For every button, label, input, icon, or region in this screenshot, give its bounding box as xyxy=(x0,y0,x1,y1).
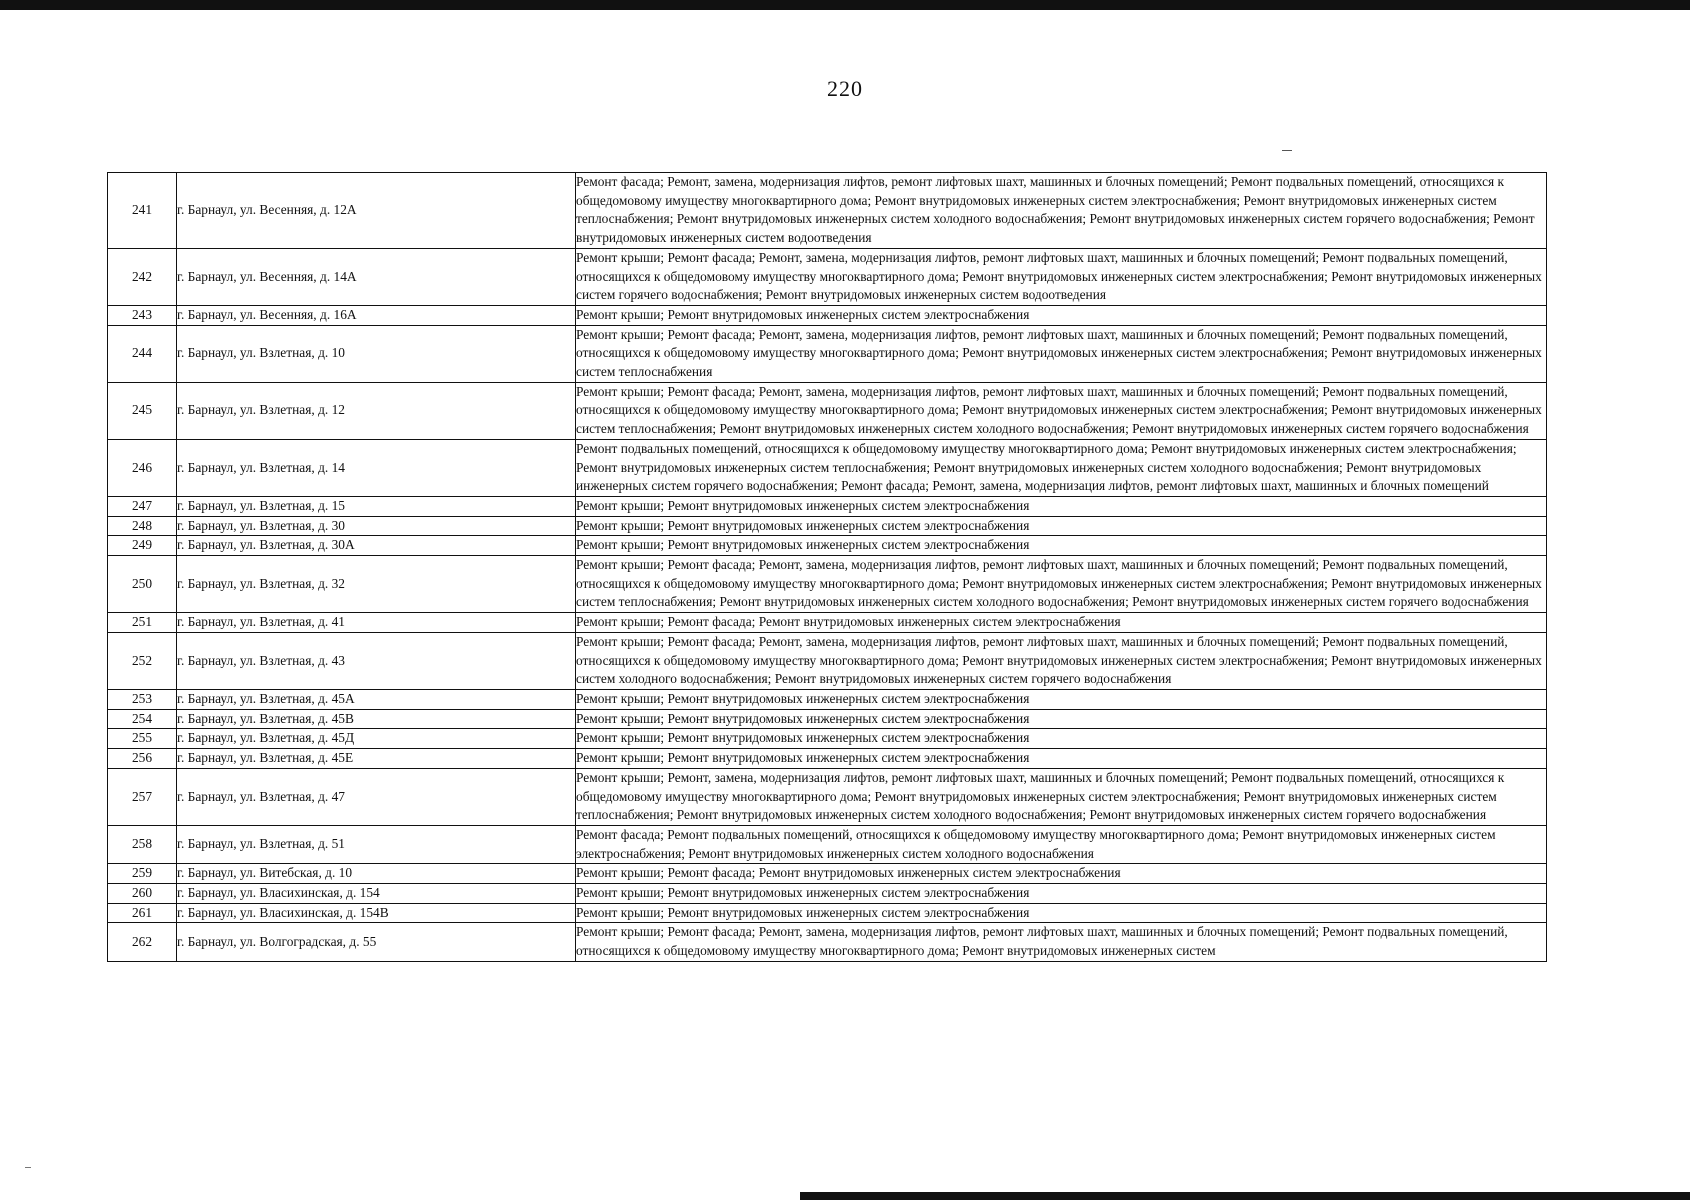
row-number: 252 xyxy=(108,632,177,689)
scan-bottom-edge xyxy=(800,1192,1690,1200)
row-number: 251 xyxy=(108,613,177,633)
row-number: 245 xyxy=(108,382,177,439)
address-cell: г. Барнаул, ул. Взлетная, д. 32 xyxy=(177,556,576,613)
works-cell: Ремонт крыши; Ремонт внутридомовых инженерных систем электроснабжения xyxy=(576,749,1547,769)
address-cell: г. Барнаул, ул. Взлетная, д. 47 xyxy=(177,768,576,825)
address-cell: г. Барнаул, ул. Взлетная, д. 45Е xyxy=(177,749,576,769)
works-cell: Ремонт крыши; Ремонт внутридомовых инженерных систем электроснабжения xyxy=(576,496,1547,516)
works-cell: Ремонт крыши; Ремонт фасада; Ремонт внутридомовых инженерных систем электроснабжения xyxy=(576,864,1547,884)
address-cell: г. Барнаул, ул. Весенняя, д. 12А xyxy=(177,173,576,249)
scan-mark xyxy=(25,1167,31,1168)
table-row xyxy=(108,903,1547,923)
page-number: 220 xyxy=(827,76,863,101)
address-cell: г. Барнаул, ул. Власихинская, д. 154В xyxy=(177,903,576,923)
works-cell: Ремонт крыши; Ремонт внутридомовых инженерных систем электроснабжения xyxy=(576,729,1547,749)
address-cell: г. Барнаул, ул. Взлетная, д. 30 xyxy=(177,516,576,536)
address-cell: г. Барнаул, ул. Волгоградская, д. 55 xyxy=(177,923,576,961)
address-cell: г. Барнаул, ул. Взлетная, д. 51 xyxy=(177,825,576,863)
works-cell: Ремонт крыши; Ремонт фасада; Ремонт, замена, модернизация лифтов, ремонт лифтовых шахт, машинных и блочных помещений; Ремонт подвальных помещений, относящихся к общедомовому имуществу многоквартирного дома; Ремонт внутридомовых инженерных систем электроснабжения; Ремонт внутридомовых инженерных систем горячего водоснабжения; Ремонт внутридомовых инженерных систем водоотведения xyxy=(576,248,1547,305)
row-number: 244 xyxy=(108,325,177,382)
table-row xyxy=(108,709,1547,729)
works-cell: Ремонт крыши; Ремонт внутридомовых инженерных систем электроснабжения xyxy=(576,709,1547,729)
works-cell: Ремонт крыши; Ремонт фасада; Ремонт, замена, модернизация лифтов, ремонт лифтовых шахт, машинных и блочных помещений; Ремонт подвальных помещений, относящихся к общедомовому имуществу многоквартирного дома; Ремонт внутридомовых инженерных систем электроснабжения; Ремонт внутридомовых инженерных систем теплоснабжения xyxy=(576,325,1547,382)
table-row xyxy=(108,556,1547,613)
table-row xyxy=(108,305,1547,325)
works-cell: Ремонт фасада; Ремонт, замена, модернизация лифтов, ремонт лифтовых шахт, машинных и блочных помещений; Ремонт подвальных помещений, относящихся к общедомовому имуществу многоквартирного дома; Ремонт внутридомовых инженерных систем электроснабжения; Ремонт внутридомовых инженерных систем теплоснабжения; Ремонт внутридомовых инженерных систем холодного водоснабжения; Ремонт внутридомовых инженерных систем горячего водоснабжения; Ремонт внутридомовых инженерных систем водоотведения xyxy=(576,173,1547,249)
table-row xyxy=(108,536,1547,556)
address-cell: г. Барнаул, ул. Власихинская, д. 154 xyxy=(177,884,576,904)
row-number: 243 xyxy=(108,305,177,325)
works-cell: Ремонт крыши; Ремонт фасада; Ремонт, замена, модернизация лифтов, ремонт лифтовых шахт, машинных и блочных помещений; Ремонт подвальных помещений, относящихся к общедомовому имуществу многоквартирного дома; Ремонт внутридомовых инженерных систем электроснабжения; Ремонт внутридомовых инженерных систем теплоснабжения; Ремонт внутридомовых инженерных систем холодного водоснабжения; Ремонт внутридомовых инженерных систем горячего водоснабжения xyxy=(576,556,1547,613)
works-cell: Ремонт крыши; Ремонт внутридомовых инженерных систем электроснабжения xyxy=(576,903,1547,923)
address-cell: г. Барнаул, ул. Взлетная, д. 43 xyxy=(177,632,576,689)
address-cell: г. Барнаул, ул. Взлетная, д. 15 xyxy=(177,496,576,516)
table-row xyxy=(108,516,1547,536)
address-cell: г. Барнаул, ул. Взлетная, д. 14 xyxy=(177,439,576,496)
row-number: 259 xyxy=(108,864,177,884)
table-row xyxy=(108,864,1547,884)
works-cell: Ремонт крыши; Ремонт внутридомовых инженерных систем электроснабжения xyxy=(576,516,1547,536)
table-row xyxy=(108,325,1547,382)
works-cell: Ремонт подвальных помещений, относящихся к общедомовому имуществу многоквартирного дома; Ремонт внутридомовых инженерных систем электроснабжения; Ремонт внутридомовых инженерных систем теплоснабжения; Ремонт внутридомовых инженерных систем холодного водоснабжения; Ремонт внутридомовых инженерных систем горячего водоснабжения; Ремонт фасада; Ремонт, замена, модернизация лифтов, ремонт лифтовых шахт, машинных и блочных помещений xyxy=(576,439,1547,496)
row-number: 246 xyxy=(108,439,177,496)
table-row xyxy=(108,923,1547,961)
row-number: 241 xyxy=(108,173,177,249)
row-number: 256 xyxy=(108,749,177,769)
table-row xyxy=(108,729,1547,749)
address-cell: г. Барнаул, ул. Взлетная, д. 45В xyxy=(177,709,576,729)
table-row xyxy=(108,382,1547,439)
table-body xyxy=(108,173,1547,962)
row-number: 253 xyxy=(108,689,177,709)
row-number: 248 xyxy=(108,516,177,536)
table-row xyxy=(108,632,1547,689)
row-number: 249 xyxy=(108,536,177,556)
table-row xyxy=(108,248,1547,305)
works-cell: Ремонт крыши; Ремонт, замена, модернизация лифтов, ремонт лифтовых шахт, машинных и блочных помещений; Ремонт подвальных помещений, относящихся к общедомовому имуществу многоквартирного дома; Ремонт внутридомовых инженерных систем электроснабжения; Ремонт внутридомовых инженерных систем теплоснабжения; Ремонт внутридомовых инженерных систем холодного водоснабжения; Ремонт внутридомовых инженерных систем горячего водоснабжения xyxy=(576,768,1547,825)
row-number: 262 xyxy=(108,923,177,961)
scan-mark xyxy=(1282,150,1292,151)
works-cell: Ремонт крыши; Ремонт фасада; Ремонт внутридомовых инженерных систем электроснабжения xyxy=(576,613,1547,633)
address-cell: г. Барнаул, ул. Взлетная, д. 12 xyxy=(177,382,576,439)
address-cell: г. Барнаул, ул. Весенняя, д. 16А xyxy=(177,305,576,325)
works-cell: Ремонт крыши; Ремонт фасада; Ремонт, замена, модернизация лифтов, ремонт лифтовых шахт, машинных и блочных помещений; Ремонт подвальных помещений, относящихся к общедомовому имуществу многоквартирного дома; Ремонт внутридомовых инженерных систем электроснабжения; Ремонт внутридомовых инженерных систем теплоснабжения; Ремонт внутридомовых инженерных систем холодного водоснабжения; Ремонт внутридомовых инженерных систем горячего водоснабжения xyxy=(576,382,1547,439)
table-row xyxy=(108,689,1547,709)
table-row xyxy=(108,439,1547,496)
row-number: 247 xyxy=(108,496,177,516)
address-cell: г. Барнаул, ул. Взлетная, д. 30А xyxy=(177,536,576,556)
repair-works-table xyxy=(107,172,1547,962)
address-cell: г. Барнаул, ул. Взлетная, д. 45Д xyxy=(177,729,576,749)
address-cell: г. Барнаул, ул. Взлетная, д. 10 xyxy=(177,325,576,382)
row-number: 250 xyxy=(108,556,177,613)
table-row xyxy=(108,496,1547,516)
table-row xyxy=(108,613,1547,633)
scan-top-edge xyxy=(0,0,1690,10)
row-number: 254 xyxy=(108,709,177,729)
address-cell: г. Барнаул, ул. Взлетная, д. 41 xyxy=(177,613,576,633)
row-number: 255 xyxy=(108,729,177,749)
works-cell: Ремонт крыши; Ремонт внутридомовых инженерных систем электроснабжения xyxy=(576,305,1547,325)
table-row xyxy=(108,768,1547,825)
address-cell: г. Барнаул, ул. Взлетная, д. 45А xyxy=(177,689,576,709)
row-number: 260 xyxy=(108,884,177,904)
table-row xyxy=(108,173,1547,249)
works-cell: Ремонт крыши; Ремонт внутридомовых инженерных систем электроснабжения xyxy=(576,536,1547,556)
row-number: 242 xyxy=(108,248,177,305)
works-cell: Ремонт крыши; Ремонт внутридомовых инженерных систем электроснабжения xyxy=(576,884,1547,904)
works-cell: Ремонт крыши; Ремонт внутридомовых инженерных систем электроснабжения xyxy=(576,689,1547,709)
row-number: 258 xyxy=(108,825,177,863)
address-cell: г. Барнаул, ул. Весенняя, д. 14А xyxy=(177,248,576,305)
address-cell: г. Барнаул, ул. Витебская, д. 10 xyxy=(177,864,576,884)
row-number: 261 xyxy=(108,903,177,923)
works-cell: Ремонт крыши; Ремонт фасада; Ремонт, замена, модернизация лифтов, ремонт лифтовых шахт, машинных и блочных помещений; Ремонт подвальных помещений, относящихся к общедомовому имуществу многоквартирного дома; Ремонт внутридомовых инженерных систем xyxy=(576,923,1547,961)
table-row xyxy=(108,825,1547,863)
works-cell: Ремонт фасада; Ремонт подвальных помещений, относящихся к общедомовому имуществу многоквартирного дома; Ремонт внутридомовых инженерных систем электроснабжения; Ремонт внутридомовых инженерных систем холодного водоснабжения xyxy=(576,825,1547,863)
table-row xyxy=(108,749,1547,769)
row-number: 257 xyxy=(108,768,177,825)
table-row xyxy=(108,884,1547,904)
works-cell: Ремонт крыши; Ремонт фасада; Ремонт, замена, модернизация лифтов, ремонт лифтовых шахт, машинных и блочных помещений; Ремонт подвальных помещений, относящихся к общедомовому имуществу многоквартирного дома; Ремонт внутридомовых инженерных систем электроснабжения; Ремонт внутридомовых инженерных систем холодного водоснабжения; Ремонт внутридомовых инженерных систем горячего водоснабжения xyxy=(576,632,1547,689)
